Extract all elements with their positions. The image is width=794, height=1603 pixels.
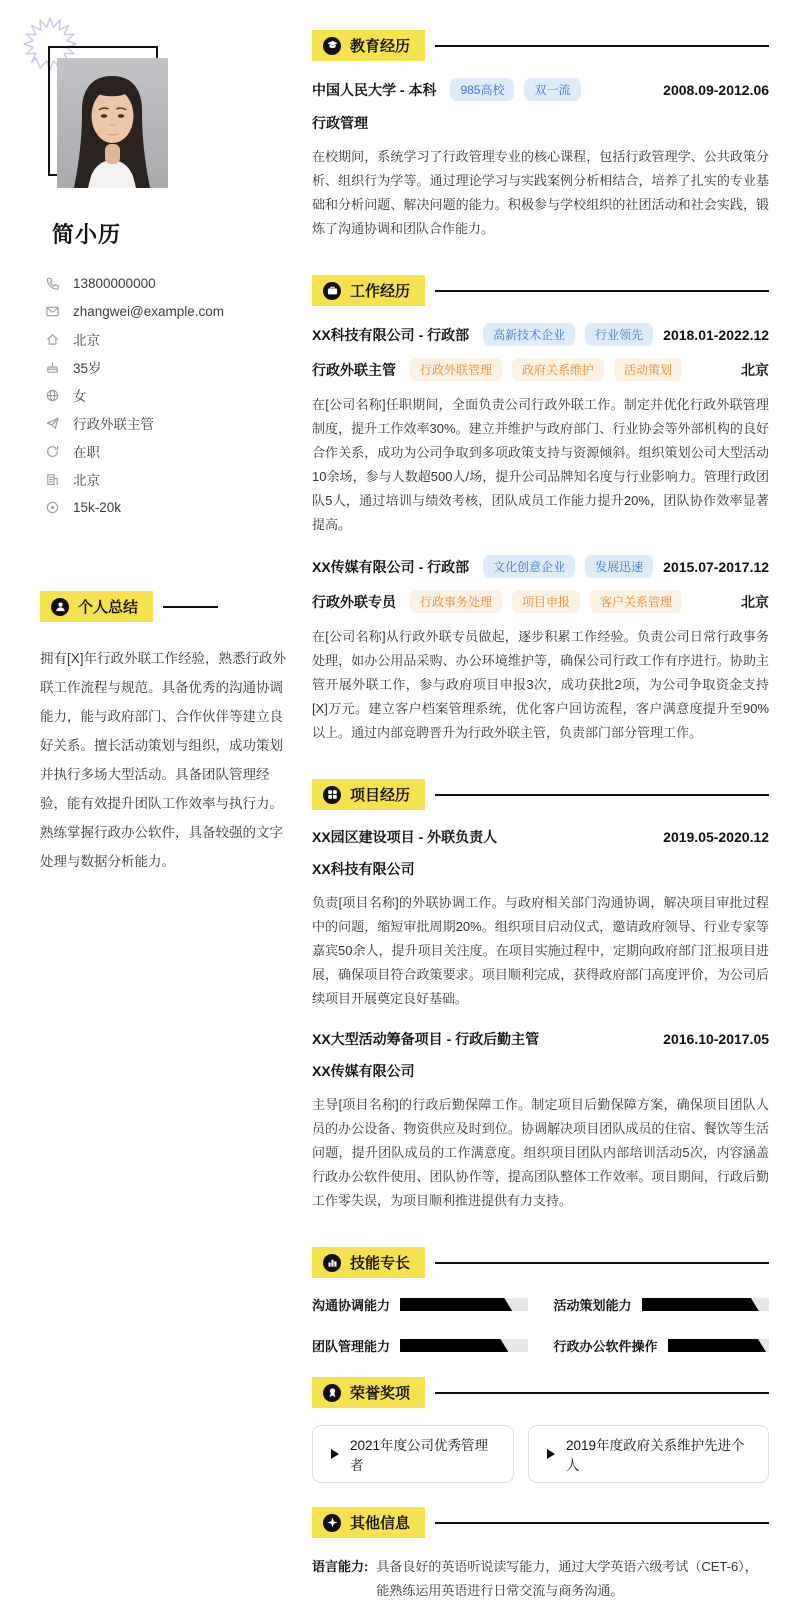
job-description: 在[公司名称]任职期间，全面负责公司行政外联工作。制定并优化行政外联管理制度，提升工作效率30%。建立并维护与政府部门、行业协会等外部机构的良好合作关系，成功为公司争取到多项政策支持与资源倾斜。组织策划公司大型活动10余场，参与人数超500人/场，提升公司品牌知名度与行业影响力。管理行政团队5人，通过培训与绩效考核，团队成员工作能力提升20%，团队协作效率显著提高。 (312, 397, 770, 532)
projects-header (312, 779, 769, 810)
job-date: 2015.07-2017.12 (663, 558, 770, 575)
summary-section (40, 591, 290, 876)
project-entry (312, 827, 769, 1011)
work-badge (312, 275, 425, 306)
contact-job-title (45, 409, 290, 437)
candidate-name: 简小历 (52, 222, 122, 247)
main-column (312, 16, 770, 1598)
location-value: 北京 (73, 333, 100, 348)
skill-label: 沟通协调能力 (312, 1298, 391, 1313)
role-tag: 客户关系管理 (590, 590, 682, 613)
skill-label: 团队管理能力 (312, 1339, 391, 1354)
gender-value: 女 (73, 389, 87, 404)
header-rule (435, 1522, 769, 1524)
project-name-row (312, 827, 769, 847)
skill-label: 活动策划能力 (553, 1298, 632, 1313)
header-rule (163, 606, 218, 608)
other-info-section (312, 1507, 769, 1603)
city-icon (45, 472, 60, 487)
company-tag: 高新技术企业 (483, 323, 575, 346)
email-icon (45, 304, 60, 319)
role-tag: 行政外联管理 (410, 358, 502, 381)
job-role: 行政外联主管 (312, 361, 396, 378)
skill-bar (400, 1298, 528, 1311)
skill-bar (400, 1339, 528, 1352)
contact-list (45, 269, 290, 521)
person-icon (51, 598, 69, 616)
company-tag: 行业领先 (585, 323, 653, 346)
job-role-row (312, 358, 769, 381)
contact-age (45, 353, 290, 381)
role-tags (410, 590, 682, 613)
header-rule (435, 794, 769, 796)
project-date: 2019.05-2020.12 (663, 829, 770, 845)
company-name: XX传媒有限公司 - 行政部 (312, 558, 470, 575)
graduation-cap-icon (323, 37, 341, 55)
medal-icon (323, 1384, 341, 1402)
briefcase-icon (323, 282, 341, 300)
header-rule (435, 290, 769, 292)
contact-gender (45, 381, 290, 409)
role-tag: 政府关系维护 (512, 358, 604, 381)
honor-text: 2019年度政府关系维护先进个人 (566, 1438, 745, 1473)
header-rule (435, 1262, 769, 1264)
honors-header (312, 1377, 769, 1408)
contact-location (45, 325, 290, 353)
honors-section (312, 1377, 769, 1491)
salary-value: 15k-20k (73, 499, 122, 515)
skill-bar-fill (400, 1298, 512, 1311)
honor-item (528, 1425, 769, 1483)
project-company-row (312, 859, 769, 879)
skills-header (312, 1247, 769, 1278)
job-title-value: 行政外联主管 (73, 417, 154, 432)
summary-title: 个人总结 (78, 599, 139, 616)
company-tag: 发展迅速 (585, 555, 653, 578)
age-value: 35岁 (73, 361, 102, 376)
salary-icon (45, 500, 60, 515)
company-tag: 文化创意企业 (483, 555, 575, 578)
phone-value: 13800000000 (73, 275, 156, 291)
major-name: 行政管理 (312, 115, 368, 131)
skill-bar (668, 1339, 770, 1352)
honors-title: 荣誉奖项 (350, 1385, 411, 1402)
job-role: 行政外联专员 (312, 593, 396, 610)
job-entry (312, 323, 769, 537)
header-rule (435, 1392, 769, 1394)
education-badge (312, 30, 425, 61)
job-title-icon (45, 416, 60, 431)
project-name: XX园区建设项目 - 外联负责人 (312, 829, 498, 845)
school-tag: 双一流 (524, 78, 580, 101)
language-label: 语言能力: (312, 1559, 369, 1574)
role-tags (410, 358, 682, 381)
language-text: 具备良好的英语听说读写能力，通过大学英语六级考试（CET-6），能熟练运用英语进行日常交流与商务沟通。 (376, 1559, 758, 1598)
education-title: 教育经历 (350, 38, 411, 55)
phone-icon (45, 276, 60, 291)
project-description: 负责[项目名称]的外联协调工作。与政府相关部门沟通协调，解决项目审批过程中的问题，缩短审批周期20%。组织项目启动仪式，邀请政府领导、行业专家等嘉宾50余人，提升项目关注度。在项目实施过程中，定期向政府部门汇报项目进展，确保项目符合政策要求。项目顺利完成，获得政府部门高度评价，为公司后续项目开展奠定良好基础。 (312, 895, 770, 1006)
contact-phone (45, 269, 290, 297)
skill-bar-fill (668, 1339, 766, 1352)
job-description: 在[公司名称]从行政外联专员做起，逐步积累工作经验。负责公司日常行政事务处理，如办公用品采购、办公环境维护等，确保公司行政工作有序进行。协助主管开展外联工作，参与政府项目申报3次，成功获批2项，为公司争取资金支持[X]万元。建立客户档案管理系统，优化客户回访流程，客户满意度提升至90%以上。通过内部竞聘晋升为行政外联主管，负责部门部分管理工作。 (312, 629, 770, 740)
profile-photo-block (48, 46, 180, 192)
sparkle-star-icon (323, 1514, 341, 1532)
job-company-row (312, 323, 769, 346)
age-icon (45, 360, 60, 375)
school-name: 中国人民大学 - 本科 (312, 81, 437, 98)
grid-icon (323, 786, 341, 804)
contact-email (45, 297, 290, 325)
honor-item (312, 1425, 514, 1483)
project-date: 2016.10-2017.05 (663, 1031, 770, 1047)
play-triangle-icon (331, 1449, 339, 1459)
job-status-value: 在职 (73, 445, 100, 460)
gender-icon (45, 388, 60, 403)
home-icon (45, 332, 60, 347)
honors-badge (312, 1377, 425, 1408)
contact-salary (45, 493, 290, 521)
job-role-row (312, 590, 769, 613)
skills-badge (312, 1247, 425, 1278)
projects-section (312, 779, 769, 1231)
job-date: 2018.01-2022.12 (663, 326, 770, 343)
contact-city (45, 465, 290, 493)
major-row (312, 113, 769, 133)
bar-chart-icon (323, 1254, 341, 1272)
role-tag: 项目申报 (512, 590, 580, 613)
skill-bar-fill (400, 1339, 508, 1352)
header-rule (435, 45, 769, 47)
other-info-header (312, 1507, 769, 1538)
company-tags (483, 323, 653, 346)
projects-title: 项目经历 (350, 787, 411, 804)
company-name: XX科技有限公司 - 行政部 (312, 326, 470, 343)
school-tag: 985高校 (450, 78, 514, 101)
honor-text: 2021年度公司优秀管理者 (350, 1438, 489, 1473)
summary-badge (40, 591, 153, 622)
other-info-title: 其他信息 (350, 1515, 411, 1532)
education-header (312, 30, 769, 61)
skill-item (554, 1295, 770, 1314)
job-location: 北京 (741, 361, 770, 378)
contact-job-status (45, 437, 290, 465)
role-tag: 活动策划 (614, 358, 682, 381)
project-entry (312, 1029, 769, 1213)
role-tag: 行政事务处理 (410, 590, 502, 613)
skills-grid (312, 1295, 769, 1355)
skill-bar-fill (642, 1298, 759, 1311)
skill-label: 行政办公软件操作 (553, 1339, 658, 1354)
school-tags (450, 78, 580, 101)
education-description: 在校期间，系统学习了行政管理专业的核心课程，包括行政管理学、公共政策分析、组织行为学等。通过理论学习与实践案例分析相结合，培养了扎实的专业基础和分析问题、解决问题的能力。积极参与学校组织的社团活动和社会实践，锻炼了沟通协调和团队合作能力。 (312, 149, 770, 236)
summary-text: 拥有[X]年行政外联工作经验，熟悉行政外联工作流程与规范。具备优秀的沟通协调能力，能与政府部门、合作伙伴等建立良好关系。擅长活动策划与组织，成功策划并执行多场大型活动。具备团队管理经验，能有效提升团队工作效率与执行力。熟练掌握行政办公软件，具备较强的文字处理与数据分析能力。 (40, 651, 287, 869)
skill-item (312, 1336, 528, 1355)
play-triangle-icon (547, 1449, 555, 1459)
job-location: 北京 (741, 593, 770, 610)
summary-header (40, 591, 218, 622)
education-section (312, 30, 769, 259)
project-company: XX科技有限公司 (312, 861, 415, 877)
education-date: 2008.09-2012.06 (663, 81, 770, 98)
skills-section (312, 1247, 769, 1361)
language-ability (312, 1555, 769, 1603)
work-section (312, 275, 769, 763)
job-entry (312, 555, 769, 745)
project-description: 主导[项目名称]的行政后勤保障工作。制定项目后勤保障方案，确保项目团队人员的办公设备、物资供应及时到位。协调解决项目团队成员的住宿、餐饮等生活问题，提升团队成员的工作满意度。组织项目团队内部培训活动5次，内容涵盖行政办公软件使用、团队协作等，提高团队整体工作效率。项目期间，行政后勤工作零失误，为项目顺利推进提供有力支持。 (312, 1097, 770, 1208)
project-name: XX大型活动筹备项目 - 行政后勤主管 (312, 1031, 540, 1047)
project-company-row (312, 1061, 769, 1081)
sidebar (40, 16, 290, 1288)
projects-badge (312, 779, 425, 810)
project-company: XX传媒有限公司 (312, 1063, 415, 1079)
skills-title: 技能专长 (350, 1255, 411, 1272)
skill-bar (642, 1298, 770, 1311)
work-title: 工作经历 (350, 283, 411, 300)
job-status-icon (45, 444, 60, 459)
project-name-row (312, 1029, 769, 1049)
skill-item (554, 1336, 770, 1355)
email-value: zhangwei@example.com (73, 303, 225, 319)
education-entry-row (312, 78, 769, 101)
job-company-row (312, 555, 769, 578)
profile-photo (57, 58, 168, 188)
other-info-badge (312, 1507, 425, 1538)
skill-item (312, 1295, 528, 1314)
city-value: 北京 (73, 473, 100, 488)
work-header (312, 275, 769, 306)
company-tags (483, 555, 653, 578)
honor-list (312, 1425, 769, 1483)
